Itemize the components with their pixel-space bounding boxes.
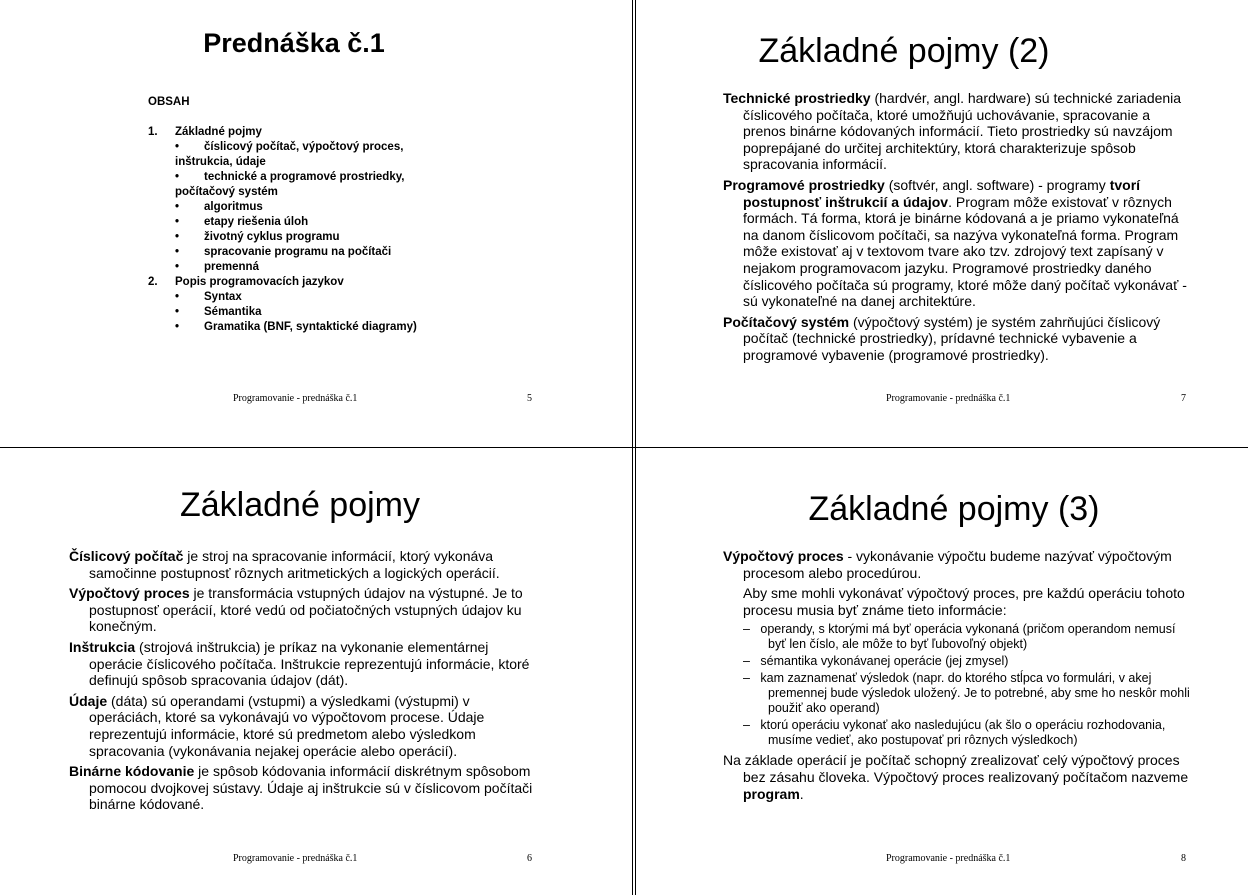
footer-text: Programovanie - prednáška č.1 xyxy=(886,853,1011,864)
definition-paragraph: Číslicový počítač je stroj na spracovanie informácií, ktorý vykonáva samočinne postupnosť rôznych aritmetických a logických operácií. xyxy=(69,548,500,581)
toc-item-continued: počítačový systém xyxy=(175,186,278,198)
conclusion-paragraph: Na základe operácií je počítač schopný zrealizovať celý výpočtový proces bez zásahu človeka. Výpočtový proces realizovaný počítačom nazveme program. xyxy=(723,752,1189,802)
definition-paragraph: Inštrukcia (strojová inštrukcia) je príkaz na vykonanie elementárnej operácie číslicového počítača. Inštrukcie reprezentujú informácie, ktoré definujú spôsob spracovania údajov (dát). xyxy=(69,638,530,689)
horizontal-divider xyxy=(0,447,1248,448)
toc-section: 1. Základné pojmy xyxy=(148,126,262,138)
toc-item: • etapy riešenia úloh xyxy=(175,216,309,228)
toc-section: 2. Popis programovacích jazykov xyxy=(148,276,344,288)
definition-paragraph: Počítačový systém (výpočtový systém) je systém zahrňujúci číslicový počítač (technické prostriedky), prídavné technické vybavenie a programové vybavenie (programové prostriedky). xyxy=(723,313,1161,363)
toc-item: • premenná xyxy=(175,261,259,273)
definition-paragraph: Výpočtový proces je transformácia vstupných údajov na výstupné. Je to postupnosť operácií, ktoré vedú od počiatočných vstupných údajov ku konečným. xyxy=(69,585,523,635)
toc-item-continued: inštrukcia, údaje xyxy=(175,156,266,168)
list-item: – sémantika vykonávanej operácie (jej zmysel) xyxy=(743,654,1009,669)
toc-item: • algoritmus xyxy=(175,201,263,213)
toc-item: • technické a programové prostriedky, xyxy=(175,171,405,183)
intro-paragraph: Aby sme mohli vykonávať výpočtový proces, pre každú operáciu tohoto procesu musia byť známe tieto informácie: xyxy=(743,585,1185,618)
slide-body xyxy=(69,548,539,817)
page-number: 6 xyxy=(527,853,532,864)
list-item: – operandy, s ktorými má byť operácia vykonaná (pričom operandom nemusí byť len číslo, ale môže to byť ľubovoľný objekt) xyxy=(743,622,1176,652)
toc-item: • životný cyklus programu xyxy=(175,231,340,243)
definition-paragraph: Binárne kódovanie je spôsob kódovania informácií diskrétnym spôsobom pomocou dvojkovej sústavy. Údaje aj inštrukcie sú v číslicovom počítači binárne kódované. xyxy=(69,763,533,813)
page-number: 8 xyxy=(1181,853,1186,864)
footer-text: Programovanie - prednáška č.1 xyxy=(233,853,358,864)
toc-item: • číslicový počítač, výpočtový proces, xyxy=(175,141,404,153)
slide-body xyxy=(723,90,1188,368)
slide-body xyxy=(723,548,1193,806)
page-number: 7 xyxy=(1181,393,1186,404)
list-item: – ktorú operáciu vykonať ako nasledujúcu (ak šlo o operáciu rozhodovania, musíme vedieť, ako postupovať pri rôznych výsledkoch) xyxy=(743,718,1166,748)
toc-item: • Sémantika xyxy=(175,306,262,318)
slide-8 xyxy=(636,450,1248,895)
slide-7 xyxy=(636,0,1248,446)
list-item: – kam zaznamenať výsledok (napr. do ktorého stĺpca vo formulári, v akej premennej bude výsledok uložený. Je to potrebné, aby sme ho neskôr mohli použiť ako operand) xyxy=(743,671,1190,716)
footer-text: Programovanie - prednáška č.1 xyxy=(233,393,358,404)
toc-item: • Syntax xyxy=(175,291,242,303)
toc-item: • Gramatika (BNF, syntaktické diagramy) xyxy=(175,321,417,333)
slide-5 xyxy=(0,0,632,446)
definition-paragraph: Technické prostriedky (hardvér, angl. hardware) sú technické zariadenia číslicového počítača, ktoré umožňujú uchovávanie, spracovanie a prenos binárne kódovaných informácií. Tieto prostriedky sú navzájom poprepájané do určitej architektúry, ktorá charakterizuje spôsob spracovania informácií. xyxy=(723,90,1182,173)
table-of-contents xyxy=(148,125,417,335)
page-number: 5 xyxy=(527,393,532,404)
definition-paragraph: Programové prostriedky (softvér, angl. software) - programy tvorí postupnosť inštrukcií a údajov. Program môže existovať v rôznych formách. Tá forma, ktorá je binárne kódovaná a je priamo vykonateľná na danom číslicovom počítači, sa nazýva vykonateľná forma. Program môže existovať aj v textovom tvare ako tzv. zdrojový text zapísaný v nejakom programovacom jazyku. Programové prostriedky daného číslicového počítača sú programy, ktoré môže daný počítač vykonávať - sú vykonateľné na danej architektúre. xyxy=(723,176,1187,310)
footer-text: Programovanie - prednáška č.1 xyxy=(886,393,1011,404)
slide-title: Prednáška č.1 xyxy=(203,28,385,58)
definition-paragraph: Výpočtový proces - vykonávanie výpočtu budeme nazývať výpočtovým procesom alebo procedúrou. xyxy=(723,548,1172,581)
info-list xyxy=(723,622,1193,748)
toc-item: • spracovanie programu na počítači xyxy=(175,246,392,258)
slide-title: Základné pojmy xyxy=(179,486,420,524)
slide-title: Základné pojmy (3) xyxy=(808,490,1100,528)
slide-6 xyxy=(0,450,632,895)
contents-heading: OBSAH xyxy=(148,96,190,108)
definition-paragraph: Údaje (dáta) sú operandami (vstupmi) a výsledkami (výstupmi) v operáciách, ktoré sa vykonávajú vo výpočtovom procese. Údaje reprezentujú informácie, ktoré sú predmetom alebo výsledkom spracovania (vykonávania nejakej operácie alebo operácií). xyxy=(69,692,485,759)
slide-title: Základné pojmy (2) xyxy=(758,32,1050,70)
